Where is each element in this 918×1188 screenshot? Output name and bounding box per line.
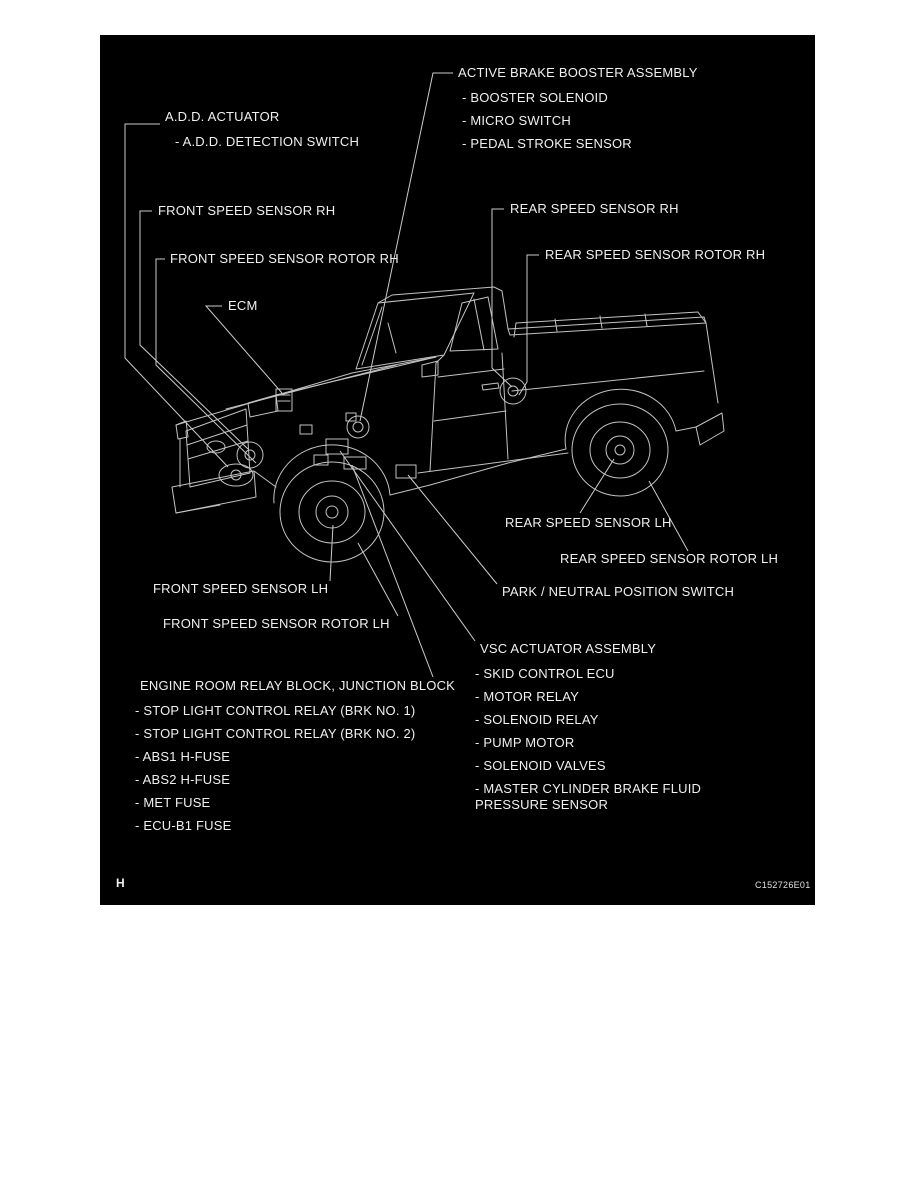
label-vsc-actuator-item: - PUMP MOTOR: [475, 735, 575, 750]
label-group-add-actuator: [165, 109, 359, 150]
label-engine-room-relay-block-item: - ECU-B1 FUSE: [135, 818, 232, 833]
component-location-diagram: [100, 35, 815, 905]
label-active-brake-booster-item: - MICRO SWITCH: [462, 113, 571, 128]
label-vsc-actuator-item: - SOLENOID RELAY: [475, 712, 599, 727]
label-engine-room-relay-block-item: - MET FUSE: [135, 795, 211, 810]
figure-code: C152726E01: [755, 880, 811, 890]
label-rear-speed-sensor-rh: REAR SPEED SENSOR RH: [510, 201, 679, 216]
label-park-neutral-position-switch: PARK / NEUTRAL POSITION SWITCH: [502, 584, 735, 599]
label-rear-speed-sensor-rotor-rh: REAR SPEED SENSOR ROTOR RH: [545, 247, 766, 262]
label-add-actuator-item: - A.D.D. DETECTION SWITCH: [175, 134, 360, 149]
label-group-engine-room-relay-block: [135, 678, 456, 834]
label-active-brake-booster-title: ACTIVE BRAKE BOOSTER ASSEMBLY: [458, 65, 698, 80]
park-neutral-switch-part: [396, 465, 416, 478]
front-wheel-rh: [237, 442, 263, 468]
brake-booster-part: [347, 416, 369, 438]
label-engine-room-relay-block-item: - STOP LIGHT CONTROL RELAY (BRK NO. 1): [135, 703, 416, 718]
label-front-speed-sensor-lh: FRONT SPEED SENSOR LH: [153, 581, 329, 596]
label-ecm: ECM: [228, 298, 258, 313]
label-group-vsc-actuator: [475, 641, 720, 813]
label-vsc-actuator-title: VSC ACTUATOR ASSEMBLY: [480, 641, 657, 656]
label-vsc-actuator-item: - MASTER CYLINDER BRAKE FLUID PRESSURE SENSOR: [475, 781, 702, 812]
label-vsc-actuator-item: - SKID CONTROL ECU: [475, 666, 615, 681]
label-group-active-brake-booster: [458, 65, 698, 152]
label-active-brake-booster-item: - BOOSTER SOLENOID: [462, 90, 608, 105]
label-rear-speed-sensor-lh: REAR SPEED SENSOR LH: [505, 515, 672, 530]
label-engine-room-relay-block-item: - ABS2 H-FUSE: [135, 772, 231, 787]
rear-wheel-lh: [572, 404, 668, 496]
label-add-actuator-title: A.D.D. ACTUATOR: [165, 109, 280, 124]
page-footer-mark: H: [116, 876, 125, 890]
label-active-brake-booster-item: - PEDAL STROKE SENSOR: [462, 136, 632, 151]
label-engine-room-relay-block-item: - ABS1 H-FUSE: [135, 749, 231, 764]
label-front-speed-sensor-rotor-rh: FRONT SPEED SENSOR ROTOR RH: [170, 251, 399, 266]
label-front-speed-sensor-rotor-lh: FRONT SPEED SENSOR ROTOR LH: [163, 616, 390, 631]
label-front-speed-sensor-rh: FRONT SPEED SENSOR RH: [158, 203, 336, 218]
label-engine-room-relay-block-item: - STOP LIGHT CONTROL RELAY (BRK NO. 2): [135, 726, 416, 741]
label-vsc-actuator-item: - SOLENOID VALVES: [475, 758, 606, 773]
label-rear-speed-sensor-rotor-lh: REAR SPEED SENSOR ROTOR LH: [560, 551, 779, 566]
label-engine-room-relay-block-title: ENGINE ROOM RELAY BLOCK, JUNCTION BLOCK: [140, 678, 456, 693]
label-vsc-actuator-item: - MOTOR RELAY: [475, 689, 579, 704]
